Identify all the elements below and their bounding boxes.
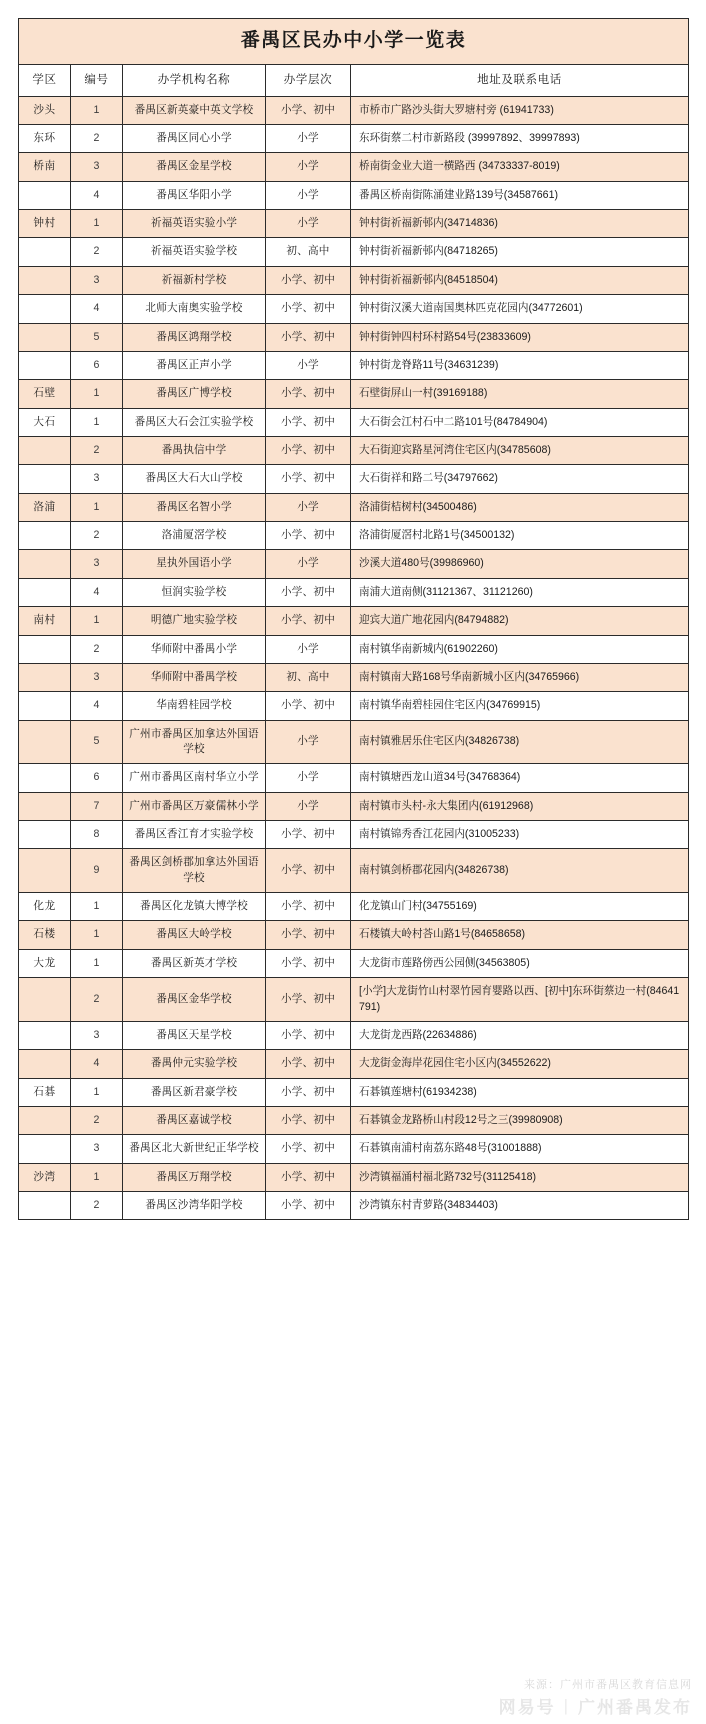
cell-number: 1 (71, 493, 123, 521)
cell-name: 洛浦厦滘学校 (123, 522, 266, 550)
cell-district: 大石 (19, 408, 71, 436)
table-row (19, 578, 689, 606)
cell-name: 番禺区新君豪学校 (123, 1078, 266, 1106)
cell-district (19, 437, 71, 465)
cell-level: 小学 (266, 153, 351, 181)
cell-level: 初、高中 (266, 663, 351, 691)
cell-address: 石碁镇南浦村南荔东路48号(31001888) (351, 1135, 689, 1163)
table-row (19, 550, 689, 578)
cell-number: 1 (71, 210, 123, 238)
cell-name: 恒润实验学校 (123, 578, 266, 606)
cell-name: 番禺区嘉诚学校 (123, 1106, 266, 1134)
cell-district (19, 978, 71, 1022)
cell-number: 2 (71, 522, 123, 550)
cell-address: 钟村街祈福新邨内(84518504) (351, 266, 689, 294)
cell-level: 小学 (266, 550, 351, 578)
cell-district: 南村 (19, 607, 71, 635)
cell-name: 番禺区金星学校 (123, 153, 266, 181)
cell-address: 化龙镇山门村(34755169) (351, 893, 689, 921)
cell-level: 小学、初中 (266, 1021, 351, 1049)
cell-name: 番禺区北大新世纪正华学校 (123, 1135, 266, 1163)
cell-address: 迎宾大道广地花园内(84794882) (351, 607, 689, 635)
cell-address: 石壁街屏山一村(39169188) (351, 380, 689, 408)
cell-level: 小学、初中 (266, 921, 351, 949)
cell-district (19, 720, 71, 764)
table-row (19, 1106, 689, 1134)
table-header (19, 19, 689, 97)
cell-name: 番禺区大岭学校 (123, 921, 266, 949)
table-row (19, 849, 689, 893)
cell-address: 南村镇南大路168号华南新城小区内(34765966) (351, 663, 689, 691)
cell-level: 小学、初中 (266, 1078, 351, 1106)
table-row (19, 181, 689, 209)
cell-address: 大石街迎宾路星河湾住宅区内(34785608) (351, 437, 689, 465)
table-row (19, 1163, 689, 1191)
cell-level: 小学、初中 (266, 578, 351, 606)
cell-district: 化龙 (19, 893, 71, 921)
cell-name: 广州市番禺区加拿达外国语学校 (123, 720, 266, 764)
cell-level: 小学 (266, 792, 351, 820)
cell-number: 3 (71, 1021, 123, 1049)
cell-district (19, 663, 71, 691)
cell-name: 星执外国语小学 (123, 550, 266, 578)
column-header-address: 地址及联系电话 (351, 64, 689, 96)
table-row (19, 210, 689, 238)
cell-address: [小学]大龙街竹山村翠竹园育婴路以西、[初中]东环街蔡边一村(84641791) (351, 978, 689, 1022)
cell-address: 大龙街龙西路(22634886) (351, 1021, 689, 1049)
cell-number: 4 (71, 295, 123, 323)
cell-district: 钟村 (19, 210, 71, 238)
cell-level: 小学、初中 (266, 295, 351, 323)
table-row (19, 1078, 689, 1106)
cell-district (19, 1135, 71, 1163)
cell-address: 沙溪大道480号(39986960) (351, 550, 689, 578)
cell-name: 番禺区广博学校 (123, 380, 266, 408)
cell-district (19, 295, 71, 323)
cell-number: 4 (71, 181, 123, 209)
cell-number: 2 (71, 125, 123, 153)
cell-number: 6 (71, 764, 123, 792)
cell-address: 南村镇塘西龙山道34号(34768364) (351, 764, 689, 792)
column-header-number: 编号 (71, 64, 123, 96)
cell-address: 番禺区桥南街陈涌建业路139号(34587661) (351, 181, 689, 209)
cell-level: 初、高中 (266, 238, 351, 266)
cell-name: 北师大南奥实验学校 (123, 295, 266, 323)
cell-number: 2 (71, 437, 123, 465)
column-header-level: 办学层次 (266, 64, 351, 96)
cell-level: 小学、初中 (266, 607, 351, 635)
cell-number: 2 (71, 1192, 123, 1220)
cell-address: 钟村街钟四村环村路54号(23833609) (351, 323, 689, 351)
cell-level: 小学、初中 (266, 96, 351, 124)
cell-district (19, 266, 71, 294)
table-row (19, 978, 689, 1022)
cell-number: 8 (71, 821, 123, 849)
table-row (19, 493, 689, 521)
cell-address: 沙湾镇福涌村福北路732号(31125418) (351, 1163, 689, 1191)
cell-level: 小学 (266, 635, 351, 663)
cell-number: 2 (71, 635, 123, 663)
table-row (19, 893, 689, 921)
cell-address: 钟村街祈福新邨内(84718265) (351, 238, 689, 266)
cell-level: 小学、初中 (266, 465, 351, 493)
cell-number: 1 (71, 949, 123, 977)
cell-district: 洛浦 (19, 493, 71, 521)
table-row (19, 437, 689, 465)
cell-district (19, 1050, 71, 1078)
table-body (19, 96, 689, 1220)
cell-level: 小学、初中 (266, 1106, 351, 1134)
cell-name: 祈福新村学校 (123, 266, 266, 294)
cell-address: 大龙街金海岸花园住宅小区内(34552622) (351, 1050, 689, 1078)
cell-level: 小学、初中 (266, 1163, 351, 1191)
table-row (19, 692, 689, 720)
cell-district: 沙湾 (19, 1163, 71, 1191)
cell-district (19, 522, 71, 550)
cell-level: 小学 (266, 764, 351, 792)
cell-number: 4 (71, 692, 123, 720)
cell-name: 明德广地实验学校 (123, 607, 266, 635)
column-header-row (19, 64, 689, 96)
cell-level: 小学、初中 (266, 821, 351, 849)
cell-name: 番禺区新英才学校 (123, 949, 266, 977)
cell-number: 2 (71, 1106, 123, 1134)
table-row (19, 153, 689, 181)
cell-number: 1 (71, 408, 123, 436)
cell-address: 南村镇锦秀香江花园内(31005233) (351, 821, 689, 849)
cell-level: 小学、初中 (266, 849, 351, 893)
cell-number: 1 (71, 921, 123, 949)
cell-name: 祈福英语实验学校 (123, 238, 266, 266)
cell-address: 钟村街龙脊路11号(34631239) (351, 351, 689, 379)
cell-address: 石碁镇金龙路桥山村段12号之三(39980908) (351, 1106, 689, 1134)
cell-number: 3 (71, 465, 123, 493)
table-row (19, 380, 689, 408)
brand-name: 网易号 (498, 1698, 556, 1717)
cell-name: 番禺区同心小学 (123, 125, 266, 153)
cell-address: 南村镇雅居乐住宅区内(34826738) (351, 720, 689, 764)
cell-name: 番禺区沙湾华阳学校 (123, 1192, 266, 1220)
cell-level: 小学、初中 (266, 408, 351, 436)
cell-address: 大龙街市莲路傍西公园侧(34563805) (351, 949, 689, 977)
cell-name: 番禺区金华学校 (123, 978, 266, 1022)
cell-district (19, 792, 71, 820)
cell-district (19, 849, 71, 893)
cell-district: 大龙 (19, 949, 71, 977)
page-title: 番禺区民办中小学一览表 (19, 19, 689, 65)
source-attribution: 来源：广州市番禺区教育信息网 (524, 1679, 692, 1691)
private-schools-table (18, 18, 689, 1220)
cell-district (19, 351, 71, 379)
cell-address: 桥南街金业大道一横路西 (34733337-8019) (351, 153, 689, 181)
cell-level: 小学、初中 (266, 522, 351, 550)
cell-district (19, 550, 71, 578)
cell-district (19, 635, 71, 663)
table-row (19, 635, 689, 663)
cell-name: 华南碧桂园学校 (123, 692, 266, 720)
cell-name: 番禺区大石大山学校 (123, 465, 266, 493)
cell-name: 番禺区化龙镇大博学校 (123, 893, 266, 921)
cell-level: 小学、初中 (266, 1050, 351, 1078)
account-name: 广州番禺发布 (578, 1698, 692, 1717)
cell-address: 洛浦街桔树村(34500486) (351, 493, 689, 521)
cell-district (19, 181, 71, 209)
table-row (19, 1135, 689, 1163)
cell-address: 南村镇华南新城内(61902260) (351, 635, 689, 663)
cell-name: 番禺区鸿翔学校 (123, 323, 266, 351)
cell-district (19, 1192, 71, 1220)
table-row (19, 465, 689, 493)
table-row (19, 663, 689, 691)
cell-district: 东环 (19, 125, 71, 153)
cell-level: 小学、初中 (266, 380, 351, 408)
cell-name: 番禺区新英豪中英文学校 (123, 96, 266, 124)
cell-district (19, 465, 71, 493)
cell-name: 番禺区万翔学校 (123, 1163, 266, 1191)
cell-level: 小学、初中 (266, 949, 351, 977)
cell-number: 1 (71, 1163, 123, 1191)
cell-name: 广州市番禺区万豪儒林小学 (123, 792, 266, 820)
cell-name: 番禺执信中学 (123, 437, 266, 465)
cell-level: 小学 (266, 210, 351, 238)
cell-number: 3 (71, 153, 123, 181)
cell-name: 广州市番禺区南村华立小学 (123, 764, 266, 792)
cell-name: 番禺仲元实验学校 (123, 1050, 266, 1078)
table-row (19, 792, 689, 820)
cell-address: 东环街蔡二村市新路段 (39997892、39997893) (351, 125, 689, 153)
cell-level: 小学、初中 (266, 692, 351, 720)
cell-district: 石壁 (19, 380, 71, 408)
table-row (19, 1050, 689, 1078)
cell-number: 3 (71, 266, 123, 294)
cell-name: 番禺区剑桥郡加拿达外国语学校 (123, 849, 266, 893)
table-row (19, 720, 689, 764)
cell-address: 南村镇市头村-永大集团内(61912968) (351, 792, 689, 820)
cell-district: 桥南 (19, 153, 71, 181)
cell-name: 华师附中番禺小学 (123, 635, 266, 663)
cell-number: 6 (71, 351, 123, 379)
cell-level: 小学 (266, 351, 351, 379)
table-row (19, 1192, 689, 1220)
cell-number: 5 (71, 323, 123, 351)
table-row (19, 1021, 689, 1049)
table-row (19, 949, 689, 977)
cell-level: 小学、初中 (266, 266, 351, 294)
cell-district: 石碁 (19, 1078, 71, 1106)
cell-number: 1 (71, 380, 123, 408)
cell-number: 1 (71, 96, 123, 124)
cell-address: 南村镇华南碧桂园住宅区内(34769915) (351, 692, 689, 720)
table-row (19, 821, 689, 849)
cell-address: 沙湾镇东村青萝路(34834403) (351, 1192, 689, 1220)
cell-level: 小学、初中 (266, 437, 351, 465)
cell-district (19, 1021, 71, 1049)
cell-number: 1 (71, 893, 123, 921)
cell-district (19, 764, 71, 792)
cell-district (19, 238, 71, 266)
cell-name: 番禺区天星学校 (123, 1021, 266, 1049)
table-row (19, 96, 689, 124)
cell-level: 小学 (266, 720, 351, 764)
cell-address: 石楼镇大岭村荅山路1号(84658658) (351, 921, 689, 949)
cell-number: 1 (71, 607, 123, 635)
cell-level: 小学、初中 (266, 1192, 351, 1220)
cell-name: 番禺区香江育才实验学校 (123, 821, 266, 849)
table-row (19, 408, 689, 436)
cell-address: 市桥市广路沙头街大罗塘村旁 (61941733) (351, 96, 689, 124)
table-row (19, 522, 689, 550)
cell-number: 4 (71, 1050, 123, 1078)
cell-number: 2 (71, 238, 123, 266)
cell-number: 1 (71, 1078, 123, 1106)
cell-address: 南浦大道南侧(31121367、31121260) (351, 578, 689, 606)
table-row (19, 266, 689, 294)
cell-name: 番禺区正声小学 (123, 351, 266, 379)
cell-level: 小学 (266, 125, 351, 153)
cell-name: 番禺区华阳小学 (123, 181, 266, 209)
cell-address: 石碁镇莲塘村(61934238) (351, 1078, 689, 1106)
cell-number: 4 (71, 578, 123, 606)
cell-name: 番禺区大石会江实验学校 (123, 408, 266, 436)
cell-address: 南村镇剑桥郡花园内(34826738) (351, 849, 689, 893)
cell-name: 华师附中番禺学校 (123, 663, 266, 691)
cell-number: 9 (71, 849, 123, 893)
brand-attribution (499, 1693, 692, 1718)
cell-number: 2 (71, 978, 123, 1022)
cell-district (19, 1106, 71, 1134)
brand-separator: | (563, 1695, 570, 1715)
cell-level: 小学、初中 (266, 323, 351, 351)
cell-address: 钟村街汉溪大道南国奥林匹克花园内(34772601) (351, 295, 689, 323)
cell-district: 沙头 (19, 96, 71, 124)
cell-district (19, 821, 71, 849)
table-row (19, 764, 689, 792)
column-header-district: 学区 (19, 64, 71, 96)
cell-district: 石楼 (19, 921, 71, 949)
table-row (19, 607, 689, 635)
table-row (19, 125, 689, 153)
cell-address: 钟村街祈福新邨内(34714836) (351, 210, 689, 238)
cell-address: 洛浦街厦滘村北路1号(34500132) (351, 522, 689, 550)
cell-district (19, 692, 71, 720)
cell-number: 3 (71, 1135, 123, 1163)
table-row (19, 351, 689, 379)
cell-name: 祈福英语实验小学 (123, 210, 266, 238)
title-row (19, 19, 689, 65)
cell-number: 3 (71, 663, 123, 691)
cell-number: 5 (71, 720, 123, 764)
table-row (19, 323, 689, 351)
column-header-name: 办学机构名称 (123, 64, 266, 96)
cell-level: 小学 (266, 181, 351, 209)
table-row (19, 921, 689, 949)
cell-name: 番禺区名智小学 (123, 493, 266, 521)
cell-address: 大石街会江村石中二路101号(84784904) (351, 408, 689, 436)
cell-number: 7 (71, 792, 123, 820)
cell-level: 小学 (266, 493, 351, 521)
table-row (19, 238, 689, 266)
table-row (19, 295, 689, 323)
footer-watermark (499, 1676, 692, 1718)
cell-district (19, 323, 71, 351)
cell-number: 3 (71, 550, 123, 578)
cell-level: 小学、初中 (266, 978, 351, 1022)
cell-level: 小学、初中 (266, 893, 351, 921)
cell-level: 小学、初中 (266, 1135, 351, 1163)
cell-district (19, 578, 71, 606)
cell-address: 大石街祥和路二号(34797662) (351, 465, 689, 493)
